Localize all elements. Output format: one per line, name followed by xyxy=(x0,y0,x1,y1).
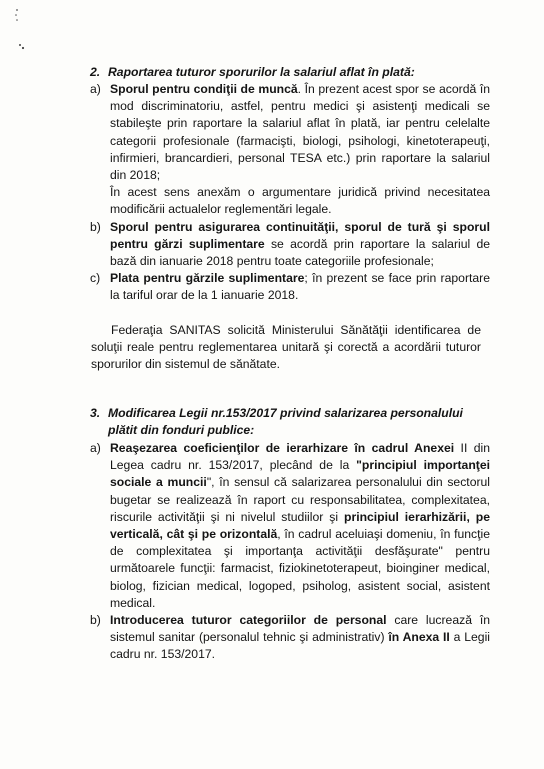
item-text: care lucrează în sistemul sanitar (personalul tehnic şi administrativ) xyxy=(110,613,490,645)
item-bold-label: Plata pentru gărzile suplimentare xyxy=(110,271,305,286)
item-bold-label: principiul ierarhizării, pe verticală, cât şi pe orizontală xyxy=(110,509,490,542)
item-text: ; în prezent se face prin raportare la tariful orar de la 1 ianuarie 2018. xyxy=(110,271,491,303)
scan-specks xyxy=(8,6,28,56)
item-text: . În prezent acest spor se acordă în mod discriminatoriu, astfel, pentru medici şi asistenţi medicali se stabileşte prin raportare la salariul aflat în plată, iar pentru celelalte categorii profesionale (farmacişti, biologi, psihologi, kinetoterapeuţi, infirmieri, brancardieri, personal TESA etc.) prin raportare la salariul din 2018; xyxy=(110,82,490,183)
section-3-title-line-1: Modificarea Legii nr.153/2017 privind salarizarea personalului xyxy=(108,406,463,420)
item-text: a Legii cadru nr. 153/2017. xyxy=(110,630,490,662)
section-2-number: 2. xyxy=(90,65,101,79)
item-bold-label: Sporul pentru asigurarea continuităţii, sporul de tură şi sporul pentru gărzi suplimentare xyxy=(110,219,490,251)
item-text: se acordă prin raportare la salariul de bază din ianuarie 2018 pentru toate categoriile profesionale; xyxy=(110,236,490,269)
item-note: În acest sens anexăm o argumentare juridică privind necesitatea modificării actualelor reglementări legale. xyxy=(110,185,490,217)
list-marker: b) xyxy=(90,613,101,628)
list-item xyxy=(90,219,490,271)
section-3-list xyxy=(90,440,490,664)
item-text: ", în sensul că salarizarea personalului din sectorul bugetar se realizează în raport cu responsabilitatea, complexitatea, riscurile activităţii şi ni nivelul studiilor şi xyxy=(110,475,491,524)
list-item xyxy=(90,81,490,219)
list-item xyxy=(90,440,490,612)
list-item xyxy=(90,270,490,304)
list-marker: c) xyxy=(90,271,101,286)
section-2-list xyxy=(90,81,490,305)
list-item xyxy=(90,612,490,664)
item-bold-label: Sporul pentru condiţii de muncă xyxy=(110,82,298,96)
section-3-title-line-2: plătit din fonduri publice: xyxy=(108,423,255,438)
item-text: , în cadrul aceluiaşi domeniu, în funcţie de complexitatea şi importanţa activităţii desfăşurate" pentru următoarele funcţii: farmacist, fiziokinetoterapeut, bioinginer medical, biolog, fizician medical, logoped, psiholog, asistent social, asistent medical. xyxy=(110,527,490,610)
section-3-heading xyxy=(90,405,500,439)
section-2-heading xyxy=(90,64,500,81)
item-bold-label: Reaşezarea coeficienţilor de ierarhizare în cadrul Anexei xyxy=(110,441,455,455)
federation-paragraph: Federaţia SANITAS solicită Ministerului Sănătăţii identificarea de soluţii reale pentru reglementarea unitară şi corectă a acordării tuturor sporurilor din sistemul de sănătate. xyxy=(91,323,481,372)
list-marker: b) xyxy=(90,219,101,234)
item-bold-label: Introducerea tuturor categoriilor de personal xyxy=(110,613,387,628)
item-bold-label: "principiul importanţei sociale a muncii xyxy=(110,458,490,490)
list-marker: a) xyxy=(90,82,101,96)
item-bold-label: în Anexa II xyxy=(388,630,450,645)
section-3-number: 3. xyxy=(90,406,101,420)
item-text: II din Legea cadru nr. 153/2017, plecând de la xyxy=(110,441,490,473)
list-marker: a) xyxy=(90,441,101,455)
section-2-title: Raportarea tuturor sporurilor la salariul aflat în plată: xyxy=(108,65,415,79)
